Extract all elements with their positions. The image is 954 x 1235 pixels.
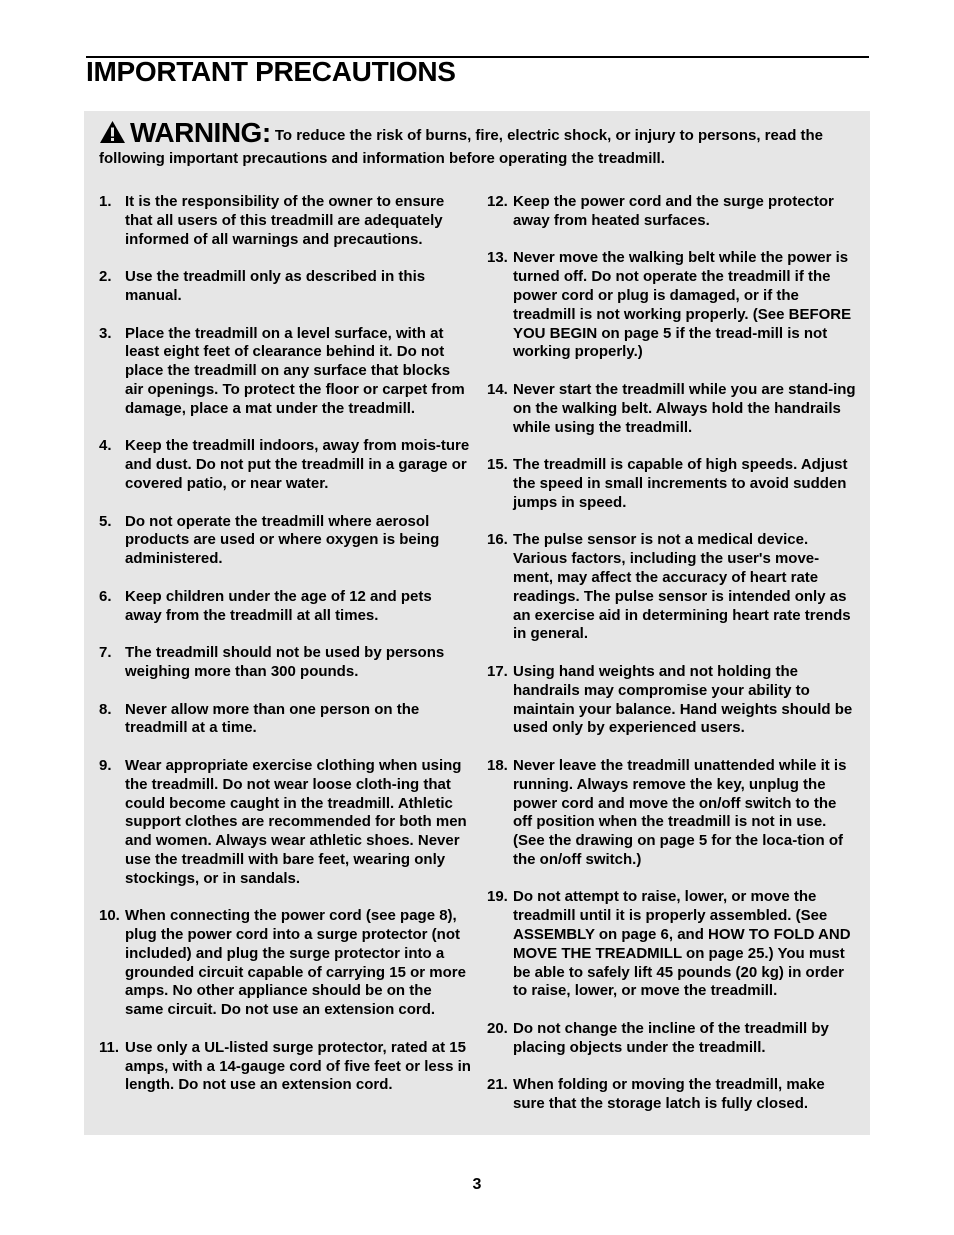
precaution-number: 4. [99, 437, 112, 455]
precaution-number: 13. [487, 249, 508, 267]
page-title: IMPORTANT PRECAUTIONS [86, 56, 456, 87]
precaution-item [487, 888, 857, 1001]
precaution-item [99, 268, 471, 306]
precaution-item [99, 644, 471, 682]
precaution-number: 10. [99, 907, 120, 925]
precaution-item [99, 588, 471, 626]
precaution-number: 5. [99, 512, 112, 530]
precaution-text: When folding or moving the treadmill, make sure that the storage latch is fully closed. [513, 1076, 825, 1113]
precaution-text: The pulse sensor is not a medical device. Various factors, including the user's move-ment, may affect the accuracy of heart rate readings. The pulse sensor is intended only as an exercise aid in determining heart rate trends in general. [513, 531, 851, 643]
precaution-item [99, 437, 471, 493]
precaution-text: Never allow more than one person on the treadmill at a time. [125, 700, 420, 737]
precaution-number: 11. [99, 1038, 120, 1056]
warning-header [99, 117, 859, 168]
precaution-number: 7. [99, 644, 112, 662]
precaution-item [99, 907, 471, 1020]
precaution-number: 17. [487, 662, 508, 680]
precaution-item [487, 381, 857, 437]
precaution-text: Keep the treadmill indoors, away from mois-ture and dust. Do not put the treadmill in a garage or covered patio, or near water. [125, 437, 470, 492]
precaution-item [487, 663, 857, 738]
precaution-item [487, 249, 857, 362]
precaution-item [99, 325, 471, 419]
precaution-item [99, 193, 471, 249]
precaution-number: 15. [487, 456, 508, 474]
precaution-number: 8. [99, 700, 112, 718]
precaution-text: It is the responsibility of the owner to ensure that all users of this treadmill are adequately informed of all warnings and precautions. [125, 193, 445, 248]
precaution-text: When connecting the power cord (see page 8), plug the power cord into a surge protector (not included) and plug the surge protector into a grounded circuit capable of carrying 15 or more amps. No other appliance should be on the same circuit. Do not use an extension cord. [125, 907, 466, 1019]
page-number: 3 [472, 1176, 482, 1193]
precaution-item [487, 193, 857, 231]
precaution-item [99, 513, 471, 569]
precaution-text: Using hand weights and not holding the handrails may compromise your ability to maintain your balance. Hand weights should be used only by experienced users. [513, 662, 853, 737]
precaution-text: Use the treadmill only as described in this manual. [125, 268, 426, 304]
precaution-text: Place the treadmill on a level surface, with at least eight feet of clearance behind it. Do not place the treadmill on any surface that blocks air openings. To protect the floor or carpet from damage, place a mat under the treadmill. [125, 324, 465, 417]
precaution-text: Use only a UL-listed surge protector, rated at 15 amps, with a 14-gauge cord of five feet or less in length. Do not use an extension cord. [125, 1038, 471, 1094]
precautions-left-column [99, 193, 471, 1114]
precaution-text: Do not operate the treadmill where aerosol products are used or where oxygen is being administered. [125, 512, 440, 568]
precaution-item [487, 757, 857, 870]
warning-triangle-icon [99, 120, 126, 149]
precaution-item [487, 1076, 857, 1114]
precaution-number: 14. [487, 380, 508, 398]
warning-intro: To reduce the risk of burns, fire, electric shock, or injury to persons, read the following important precautions and information before operating the treadmill. [99, 127, 824, 167]
precaution-text: The treadmill is capable of high speeds. Adjust the speed in small increments to avoid sudden jumps in speed. [513, 456, 848, 511]
precaution-item [487, 456, 857, 512]
precaution-text: Do not change the incline of the treadmill by placing objects under the treadmill. [513, 1020, 829, 1056]
precaution-number: 9. [99, 756, 112, 774]
precaution-number: 18. [487, 756, 508, 774]
precaution-text: Keep children under the age of 12 and pets away from the treadmill at all times. [125, 587, 432, 624]
precaution-number: 20. [487, 1020, 508, 1038]
precaution-text: Never move the walking belt while the power is turned off. Do not operate the treadmill if the power cord or plug is damaged, or if the treadmill is not working properly. (See BEFORE YOU BEGIN on page 5 if the tread-mill is not working properly.) [513, 249, 852, 361]
precaution-item [99, 757, 471, 889]
precaution-item [487, 1020, 857, 1058]
precaution-text: The treadmill should not be used by persons weighing more than 300 pounds. [125, 644, 445, 680]
precaution-number: 16. [487, 531, 508, 549]
precautions-right-column [487, 193, 857, 1133]
precaution-item [487, 531, 857, 644]
precaution-number: 2. [99, 268, 112, 286]
precaution-text: Keep the power cord and the surge protector away from heated surfaces. [513, 193, 834, 229]
precaution-item [99, 1039, 471, 1095]
precaution-number: 3. [99, 324, 112, 342]
precaution-number: 19. [487, 888, 508, 906]
precaution-number: 21. [487, 1076, 508, 1094]
precaution-text: Never start the treadmill while you are stand-ing on the walking belt. Always hold the handrails while using the treadmill. [513, 380, 856, 436]
precaution-number: 6. [99, 587, 112, 605]
precaution-text: Never leave the treadmill unattended while it is running. Always remove the key, unplug the power cord and move the on/off switch to the off position when the treadmill is not in use. (See the drawing on page 5 for the loca-tion of the on/off switch.) [513, 756, 847, 868]
precaution-number: 1. [99, 193, 112, 210]
warning-title: WARNING: [130, 117, 271, 148]
precaution-number: 12. [487, 193, 508, 210]
precaution-text: Wear appropriate exercise clothing when using the treadmill. Do not wear loose cloth-ing that could become caught in the treadmill. Athletic support clothes are recommended for both men and women. Always wear athletic shoes. Never use the treadmill with bare feet, wearing only stockings, or in sandals. [125, 756, 467, 887]
precaution-text: Do not attempt to raise, lower, or move the treadmill until it is properly assembled. (See ASSEMBLY on page 6, and HOW TO FOLD AND MOVE THE TREADMILL on page 25.) You must be able to safely lift 45 pounds (20 kg) in order to raise, lower, or move the treadmill. [513, 888, 851, 1000]
precaution-item [99, 701, 471, 739]
